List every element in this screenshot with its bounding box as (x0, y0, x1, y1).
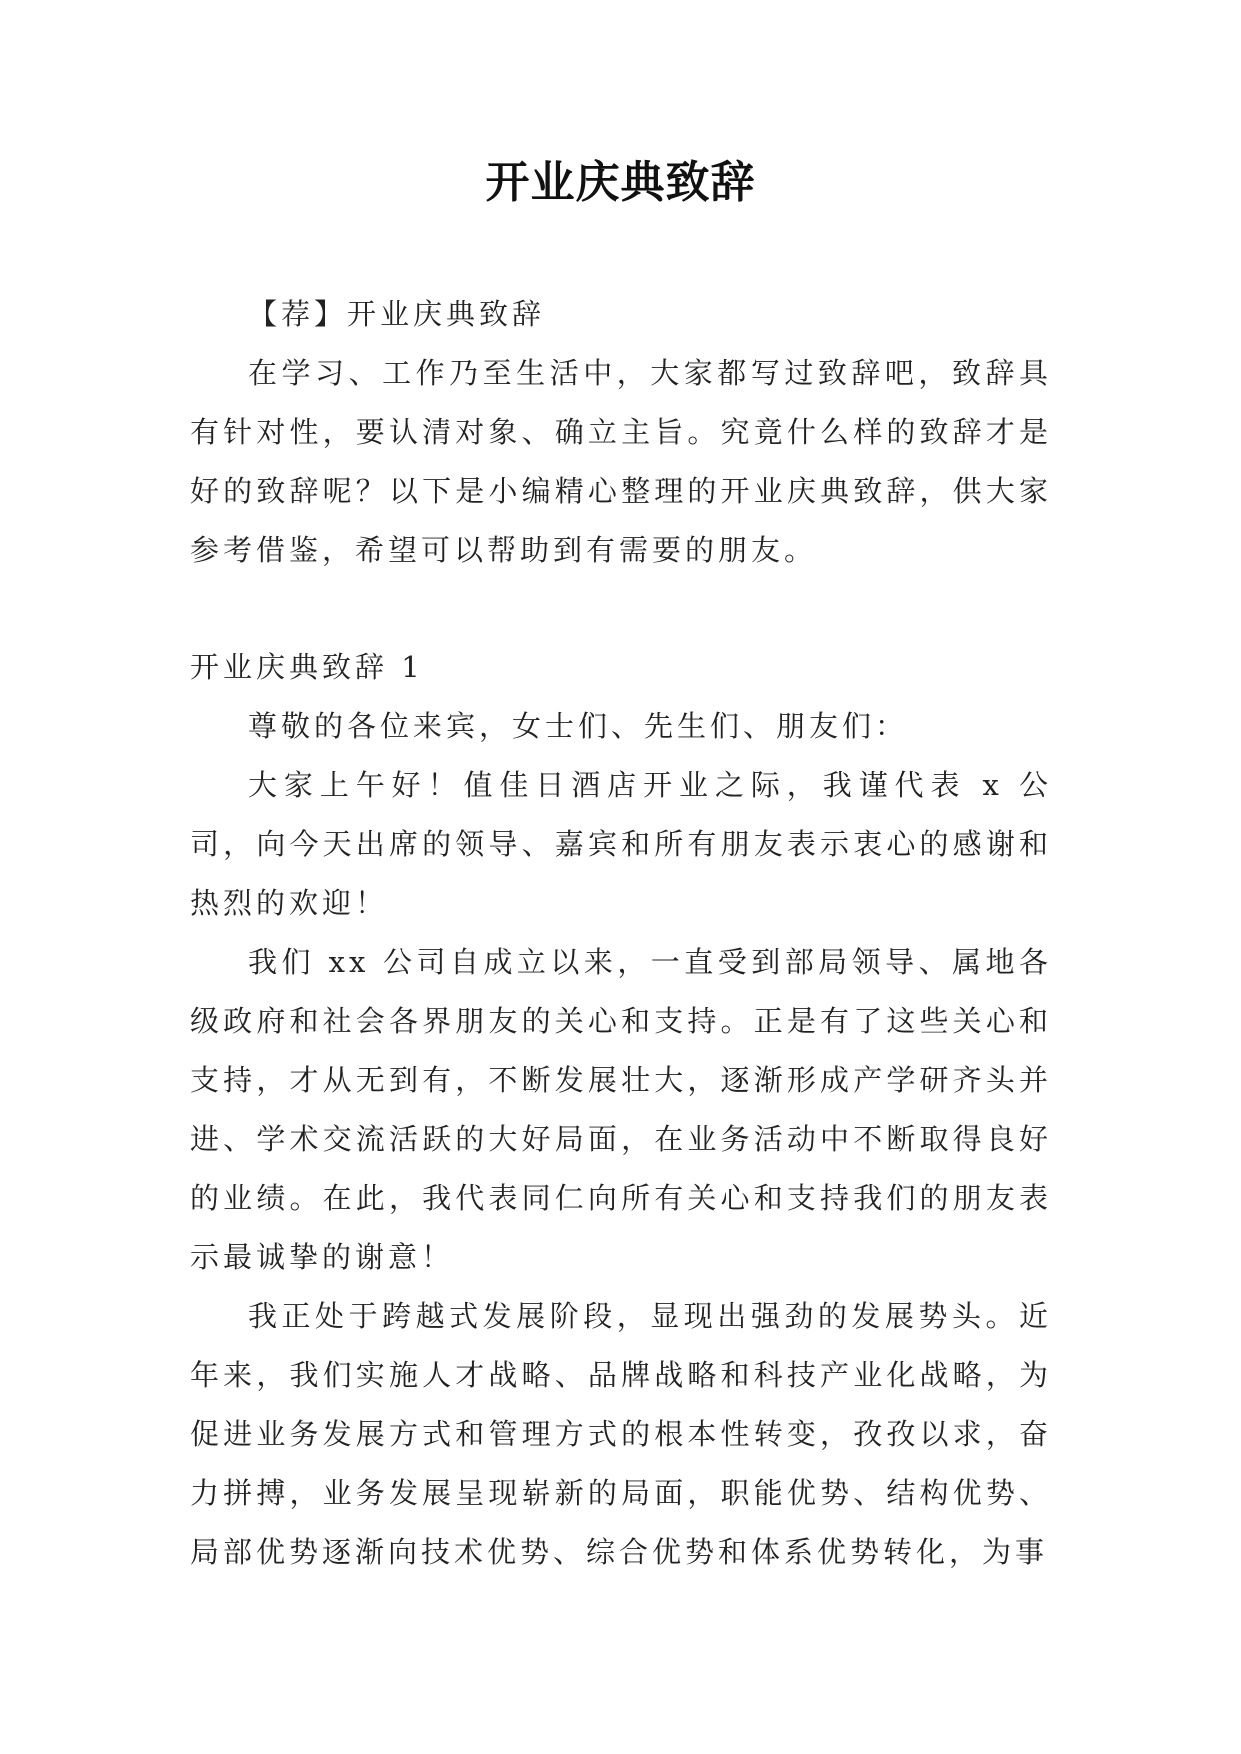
document-title: 开业庆典致辞 (485, 157, 756, 208)
section-heading: 开业庆典致辞 1 (190, 650, 424, 684)
paragraph-thanks: 我们 xx 公司自成立以来，一直受到部局领导、属地各级政府和社会各界朋友的关心和支持。正是有了这些关心和支持，才从无到有，不断发展壮大，逐渐形成产学研齐头并进、学术交流活跃的大好局面，在业务活动中不断取得良好的业绩。在此，我代表同仁向所有关心和支持我们的朋友表示最诚挚的谢意！ (190, 945, 1052, 1274)
document-body (190, 285, 1052, 1582)
intro-paragraph: 在学习、工作乃至生活中，大家都写过致辞吧，致辞具有针对性，要认清对象、确立主旨。究竟什么样的致辞才是好的致辞呢？以下是小编精心整理的开业庆典致辞，供大家参考借鉴，希望可以帮助到有需要的朋友。 (190, 356, 1052, 567)
paragraph-salutation: 尊敬的各位来宾，女士们、先生们、朋友们： (248, 709, 909, 743)
recommend-line: 【荐】开业庆典致辞 (248, 297, 546, 331)
paragraph-greeting: 大家上午好！值佳日酒店开业之际，我谨代表 x 公司，向今天出席的领导、嘉宾和所有朋友表示衷心的感谢和热烈的欢迎！ (190, 768, 1052, 920)
paragraph-development: 我正处于跨越式发展阶段，显现出强劲的发展势头。近年来，我们实施人才战略、品牌战略和科技产业化战略，为促进业务发展方式和管理方式的根本性转变，孜孜以求，奋力拼搏，业务发展呈现崭新的局面，职能优势、结构优势、局部优势逐渐向技术优势、综合优势和体系优势转化，为事 (190, 1299, 1052, 1569)
